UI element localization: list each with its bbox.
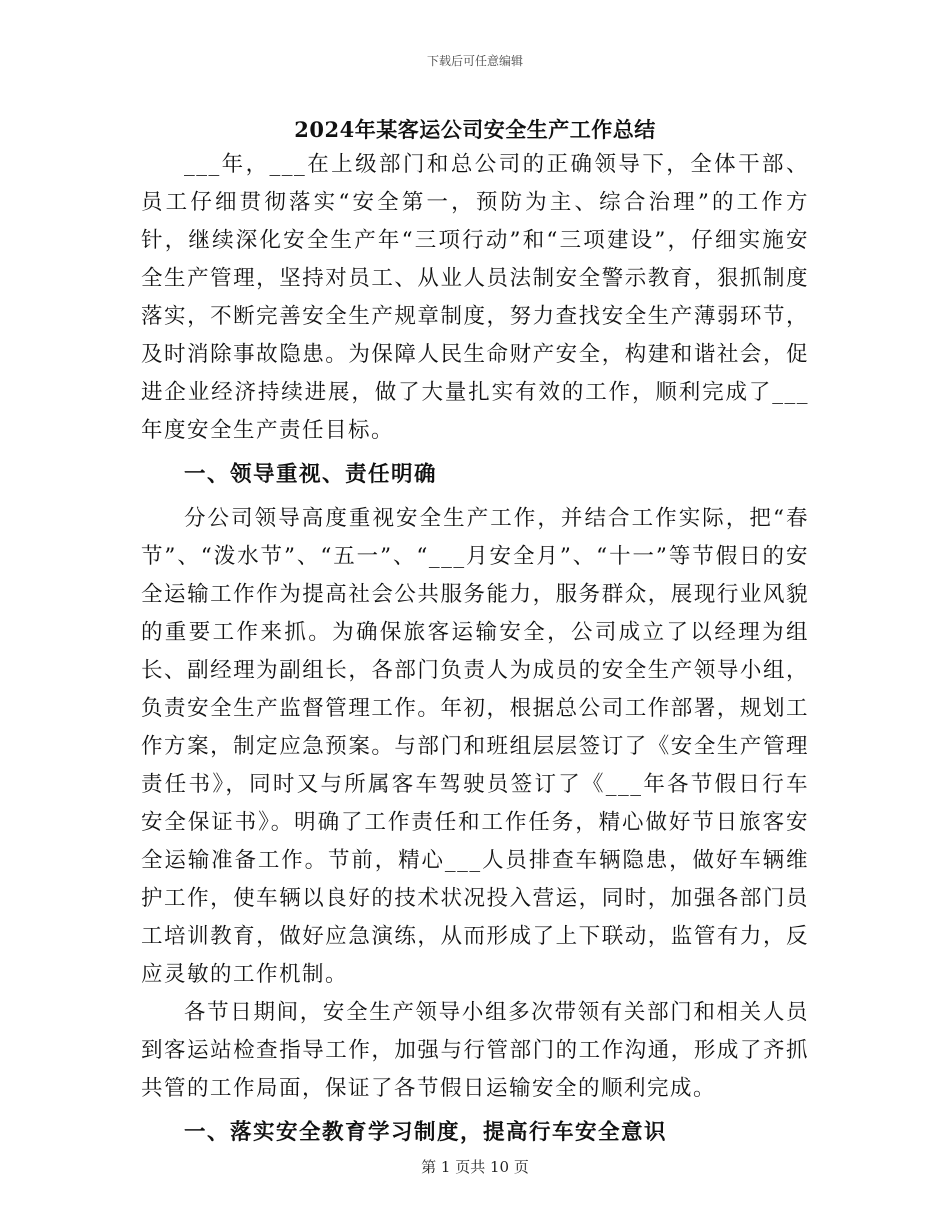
document-body [141, 146, 809, 1158]
document-title: 2024年某客运公司安全生产工作总结 [294, 117, 656, 142]
holiday-inspection-paragraph: 各节日期间，安全生产领导小组多次带领有关部门和相关人员到客运站检查指导工作，加强与行管部门的工作沟通，形成了齐抓共管的工作局面，保证了各节假日运输安全的顺利完成。 [141, 1000, 809, 1101]
intro-paragraph: ___年，___在上级部门和总公司的正确领导下，全体干部、员工仔细贯彻落实“安全第一，预防为主、综合治理”的工作方针，继续深化安全生产年“三项行动”和“三项建设”，仔细实施安全生产管理，坚持对员工、从业人员法制安全警示教育，狠抓制度落实，不断完善安全生产规章制度，努力查找安全生产薄弱环节，及时消除事故隐患。为保障人民生命财产安全，构建和谐社会，促进企业经济持续进展，做了大量扎实有效的工作，顺利完成了___年度安全生产责任目标。 [141, 152, 809, 443]
section-heading-safety-education: 一、落实安全教育学习制度，提高行车安全意识 [184, 1120, 668, 1145]
page-number-footer: 第 1 页共 10 页 [421, 1158, 529, 1176]
section-heading-leadership: 一、领导重视、责任明确 [184, 462, 438, 487]
header-note: 下载后可任意编辑 [426, 54, 523, 68]
leadership-paragraph: 分公司领导高度重视安全生产工作，并结合工作实际，把“春节”、“泼水节”、“五一”、“___月安全月”、“十一”等节假日的安全运输工作作为提高社会公共服务能力，服务群众，展现行业风貌的重要工作来抓。为确保旅客运输安全，公司成立了以经理为组长、副经理为副组长，各部门负责人为成员的安全生产领导小组，负责安全生产监督管理工作。年初，根据总公司工作部署，规划工作方案，制定应急预案。与部门和班组层层签订了《安全生产管理责任书》，同时又与所属客车驾驶员签订了《___年各节假日行车安全保证书》。明确了工作责任和工作任务，精心做好节日旅客安全运输准备工作。节前，精心___人员排查车辆隐患，做好车辆维护工作，使车辆以良好的技术状况投入营运，同时，加强各部门员工培训教育，做好应急演练，从而形成了上下联动，监管有力，反应灵敏的工作机制。 [141, 506, 809, 987]
